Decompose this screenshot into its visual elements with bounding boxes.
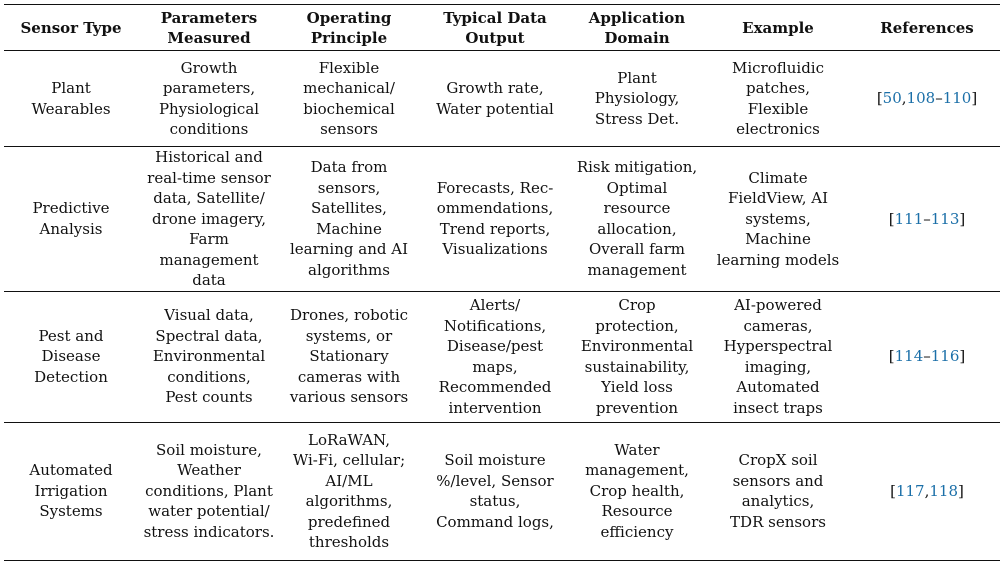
reference-link[interactable]: 113 bbox=[930, 209, 960, 228]
cell-example: Microfluidic patches, Flexible electronics bbox=[702, 51, 854, 147]
cell-references: [111–113] bbox=[854, 147, 1000, 292]
cell-domain: Plant Physiology, Stress Det. bbox=[572, 51, 702, 147]
cell-sensor-type: Predictive Analysis bbox=[4, 147, 138, 292]
reference-link[interactable]: 111 bbox=[894, 209, 924, 228]
cell-output: Forecasts, Rec- ommendations, Trend reports, Visualizations bbox=[418, 147, 572, 292]
reference-link[interactable]: 114 bbox=[894, 347, 924, 366]
reference-link[interactable]: 116 bbox=[930, 347, 960, 366]
sensor-comparison-table bbox=[4, 4, 1000, 561]
header-sensor-type: Sensor Type bbox=[4, 5, 138, 51]
reference-link[interactable]: 117 bbox=[895, 481, 925, 500]
header-parameters-measured: Parameters Measured bbox=[138, 5, 280, 51]
table-row bbox=[4, 291, 1000, 422]
table-row bbox=[4, 147, 1000, 292]
cell-sensor-type: Plant Wearables bbox=[4, 51, 138, 147]
cell-parameters: Visual data, Spectral data, Environmental conditions, Pest counts bbox=[138, 291, 280, 422]
reference-link[interactable]: 110 bbox=[942, 89, 972, 108]
cell-principle: Drones, robotic systems, or Stationary cameras with various sensors bbox=[280, 291, 418, 422]
cell-parameters: Growth parameters, Physiological conditions bbox=[138, 51, 280, 147]
table-header-row bbox=[4, 5, 1000, 51]
cell-sensor-type: Pest and Disease Detection bbox=[4, 291, 138, 422]
cell-principle: Data from sensors, Satellites, Machine learning and AI algorithms bbox=[280, 147, 418, 292]
header-example: Example bbox=[702, 5, 854, 51]
cell-output: Growth rate, Water potential bbox=[418, 51, 572, 147]
cell-domain: Risk mitigation, Optimal resource allocation, Overall farm management bbox=[572, 147, 702, 292]
cell-principle: LoRaWAN, Wi-Fi, cellular; AI/ML algorithms, predefined thresholds bbox=[280, 422, 418, 560]
header-typical-data-output: Typical Data Output bbox=[418, 5, 572, 51]
cell-principle: Flexible mechanical/ biochemical sensors bbox=[280, 51, 418, 147]
cell-output: Alerts/ Notifications, Disease/pest maps, Recommended intervention bbox=[418, 291, 572, 422]
cell-references: [117,118] bbox=[854, 422, 1000, 560]
cell-example: AI-powered cameras, Hyperspectral imaging, Automated insect traps bbox=[702, 291, 854, 422]
reference-link[interactable]: 118 bbox=[929, 481, 959, 500]
cell-domain: Crop protection, Environmental sustainability, Yield loss prevention bbox=[572, 291, 702, 422]
reference-link[interactable]: 50 bbox=[882, 89, 902, 108]
cell-sensor-type: Automated Irrigation Systems bbox=[4, 422, 138, 560]
cell-references: [114–116] bbox=[854, 291, 1000, 422]
cell-parameters: Soil moisture, Weather conditions, Plant water potential/ stress indicators. bbox=[138, 422, 280, 560]
header-references: References bbox=[854, 5, 1000, 51]
cell-parameters: Historical and real-time sensor data, Satellite/ drone imagery, Farm management data bbox=[138, 147, 280, 292]
header-application-domain: Application Domain bbox=[572, 5, 702, 51]
cell-domain: Water management, Crop health, Resource efficiency bbox=[572, 422, 702, 560]
cell-example: Climate FieldView, AI systems, Machine learning models bbox=[702, 147, 854, 292]
table-row bbox=[4, 422, 1000, 560]
cell-output: Soil moisture %/level, Sensor status, Command logs, bbox=[418, 422, 572, 560]
cell-example: CropX soil sensors and analytics, TDR sensors bbox=[702, 422, 854, 560]
header-operating-principle: Operating Principle bbox=[280, 5, 418, 51]
table-row bbox=[4, 51, 1000, 147]
reference-link[interactable]: 108 bbox=[906, 89, 936, 108]
cell-references: [50,108–110] bbox=[854, 51, 1000, 147]
